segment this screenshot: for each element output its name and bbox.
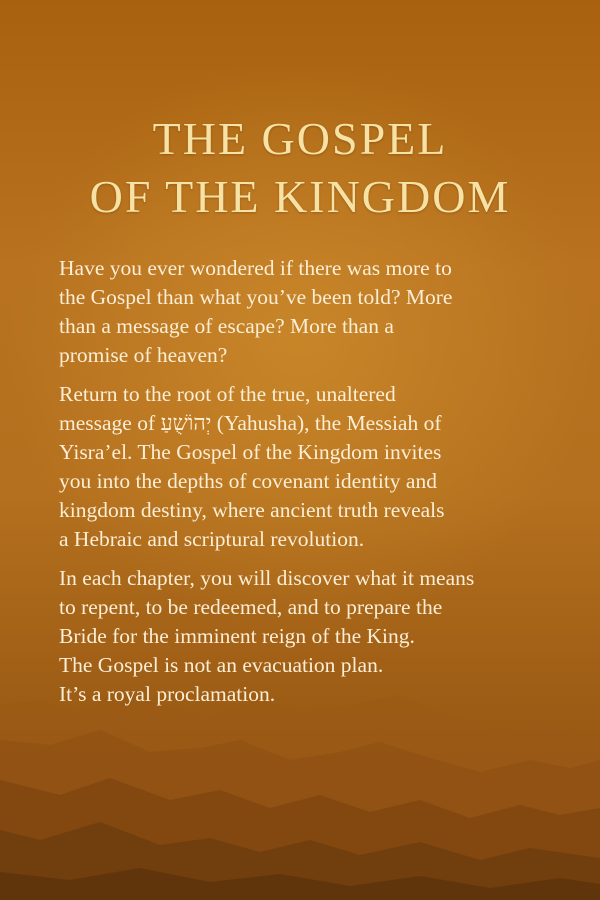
text-line: promise of heaven? [59,343,228,367]
hebrew-name: יְהוֹשֻׁעַ [160,411,212,435]
text-segment: (Yahusha), the Messiah of [211,411,442,435]
cover-title [0,110,600,226]
text-line: Yisra’el. The Gospel of the Kingdom invites [59,440,442,464]
text-line: The Gospel is not an evacuation plan. [59,653,384,677]
text-line: In each chapter, you will discover what it means [59,566,475,590]
title-line-2: OF THE KINGDOM [89,171,511,222]
text-line: the Gospel than what you’ve been told? More [59,285,453,309]
text-line: It’s a royal proclamation. [59,682,276,706]
text-line: Have you ever wondered if there was more to [59,256,452,280]
text-line: to repent, to be redeemed, and to prepare the [59,595,443,619]
blurb-paragraph-2 [59,380,559,554]
text-line: than a message of escape? More than a [59,314,394,338]
text-line: Return to the root of the true, unaltered [59,382,396,406]
text-line: kingdom destiny, where ancient truth reveals [59,498,445,522]
title-line-1: THE GOSPEL [152,113,448,164]
text-line: Bride for the imminent reign of the King. [59,624,415,648]
blurb-paragraph-1 [59,254,559,370]
text-line: a Hebraic and scriptural revolution. [59,527,365,551]
text-line-with-hebrew [59,409,559,438]
cover-blurb [59,254,559,719]
text-segment: message of [59,411,156,435]
text-line: you into the depths of covenant identity and [59,469,437,493]
blurb-paragraph-3 [59,564,559,709]
